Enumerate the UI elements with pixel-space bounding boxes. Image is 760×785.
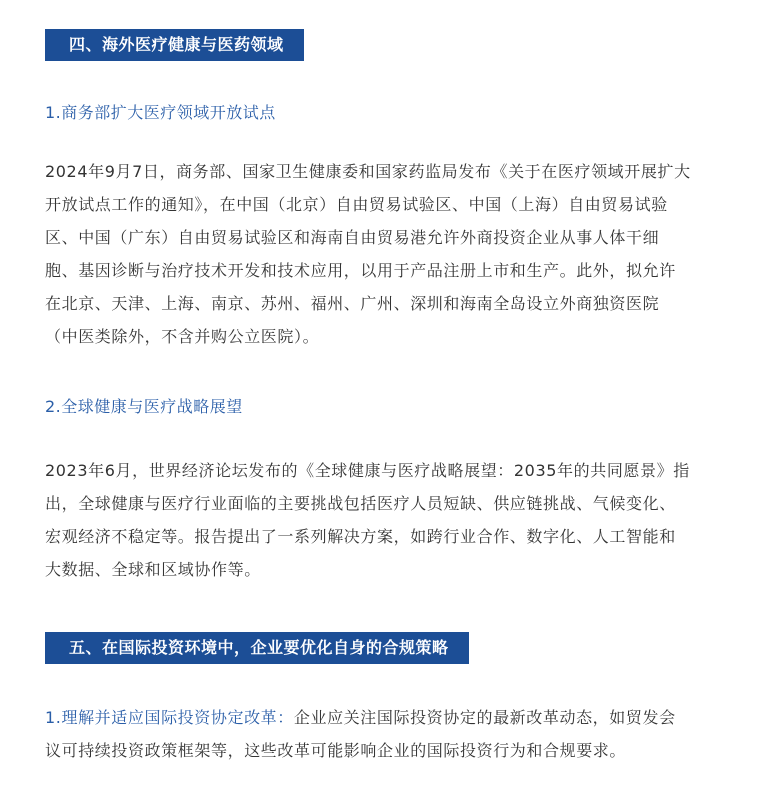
section-5-banner xyxy=(45,632,469,664)
paragraph-line: （中医类除外，不含并购公立医院）。 xyxy=(45,327,320,346)
section-4-item-1-heading: 1.商务部扩大医疗领域开放试点 xyxy=(45,103,276,122)
paragraph-line: 区、中国（广东）自由贸易试验区和海南自由贸易港允许外商投资企业从事人体干细 xyxy=(45,228,660,247)
paragraph-line: 宏观经济不稳定等。报告提出了一系列解决方案，如跨行业合作、数字化、人工智能和 xyxy=(45,527,676,546)
paragraph-line: 2024年9月7日，商务部、国家卫生健康委和国家药监局发布《关于在医疗领域开展扩大 xyxy=(45,162,691,181)
paragraph-line: 大数据、全球和区域协作等。 xyxy=(45,560,261,579)
section-5-item-1-paragraph xyxy=(45,701,725,767)
section-4-title: 四、海外医疗健康与医药领域 xyxy=(69,35,284,54)
section-5-title: 五、在国际投资环境中，企业要优化自身的合规策略 xyxy=(69,638,449,657)
section-4-item-2-heading: 2.全球健康与医疗战略展望 xyxy=(45,397,243,416)
section-4-item-2-paragraph xyxy=(45,454,725,586)
paragraph-line: 议可持续投资政策框架等，这些改革可能影响企业的国际投资行为和合规要求。 xyxy=(45,741,627,760)
section-5-item-1-lead: 1.理解并适应国际投资协定改革： xyxy=(45,708,294,727)
section-5-item-1-text: 企业应关注国际投资协定的最新改革动态，如贸发会 xyxy=(293,708,676,727)
section-4-item-1-paragraph xyxy=(45,155,725,353)
paragraph-line: 2023年6月，世界经济论坛发布的《全球健康与医疗战略展望：2035年的共同愿景》指 xyxy=(45,461,690,480)
section-4-banner xyxy=(45,29,304,61)
paragraph-line: 开放试点工作的通知》，在中国（北京）自由贸易试验区、中国（上海）自由贸易试验 xyxy=(45,195,668,214)
paragraph-line: 胞、基因诊断与治疗技术开发和技术应用，以用于产品注册上市和生产。此外，拟允许 xyxy=(45,261,676,280)
paragraph-line: 出，全球健康与医疗行业面临的主要挑战包括医疗人员短缺、供应链挑战、气候变化、 xyxy=(45,494,676,513)
paragraph-line xyxy=(45,701,725,734)
paragraph-line: 在北京、天津、上海、南京、苏州、福州、广州、深圳和海南全岛设立外商独资医院 xyxy=(45,294,660,313)
